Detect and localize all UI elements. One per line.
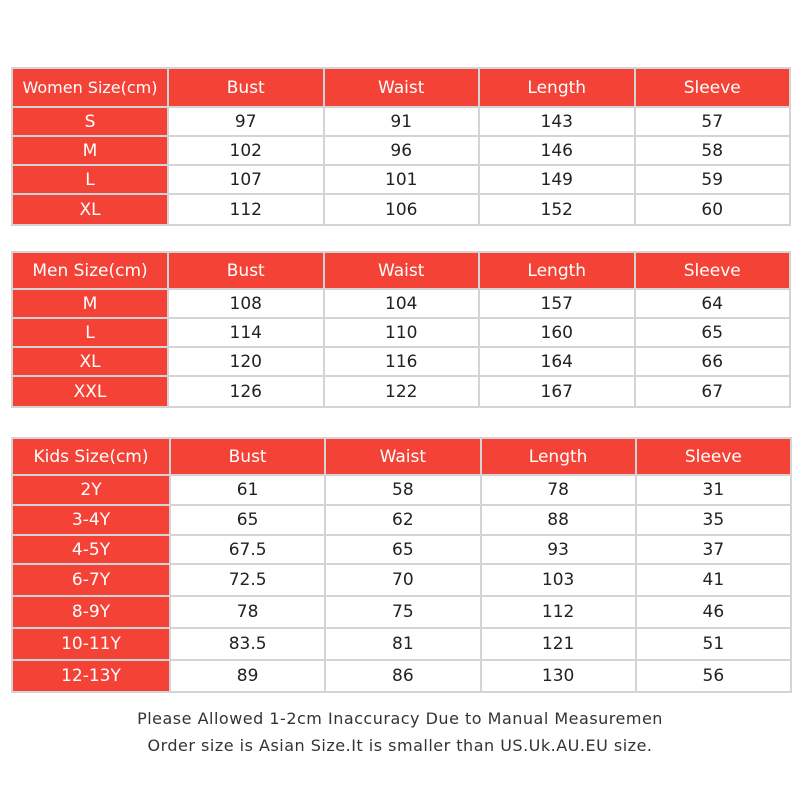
- table-cell: 101: [324, 165, 480, 194]
- table-cell: 37: [636, 535, 791, 564]
- table-cell: 41: [636, 564, 791, 596]
- column-header: Sleeve: [635, 252, 791, 289]
- table-row: [12, 596, 791, 628]
- table-row: [12, 505, 791, 535]
- table-cell: 106: [324, 194, 480, 225]
- table-cell: 81: [325, 628, 480, 660]
- table-cell: 70: [325, 564, 480, 596]
- women-size-table: [11, 67, 791, 226]
- size-label: 2Y: [12, 475, 170, 505]
- table-cell: 62: [325, 505, 480, 535]
- table-cell: 107: [168, 165, 324, 194]
- table-title: Women Size(cm): [12, 68, 168, 107]
- size-label: 3-4Y: [12, 505, 170, 535]
- table-cell: 58: [635, 136, 791, 165]
- table-cell: 112: [168, 194, 324, 225]
- size-label: L: [12, 318, 168, 347]
- size-label: 12-13Y: [12, 660, 170, 692]
- table-cell: 103: [481, 564, 636, 596]
- table-cell: 116: [324, 347, 480, 376]
- table-header-row: [12, 252, 790, 289]
- table-cell: 121: [481, 628, 636, 660]
- table-cell: 146: [479, 136, 635, 165]
- table-cell: 152: [479, 194, 635, 225]
- table-cell: 66: [635, 347, 791, 376]
- table-cell: 120: [168, 347, 324, 376]
- table-row: [12, 136, 790, 165]
- column-header: Waist: [324, 252, 480, 289]
- kids-size-table: [11, 437, 792, 693]
- size-label: 6-7Y: [12, 564, 170, 596]
- table-cell: 91: [324, 107, 480, 136]
- asian-size-note: Order size is Asian Size.It is smaller than US.Uk.AU.EU size.: [147, 736, 653, 755]
- table-title: Kids Size(cm): [12, 438, 170, 475]
- column-header: Bust: [168, 68, 324, 107]
- table-cell: 65: [635, 318, 791, 347]
- size-label: 10-11Y: [12, 628, 170, 660]
- table-row: [12, 318, 790, 347]
- table-cell: 126: [168, 376, 324, 407]
- table-cell: 149: [479, 165, 635, 194]
- table-row: [12, 289, 790, 318]
- table-cell: 104: [324, 289, 480, 318]
- table-cell: 167: [479, 376, 635, 407]
- table-cell: 35: [636, 505, 791, 535]
- table-cell: 67.5: [170, 535, 325, 564]
- table-cell: 57: [635, 107, 791, 136]
- size-label: XL: [12, 194, 168, 225]
- men-size-table: [11, 251, 791, 408]
- table-header-row: [12, 438, 791, 475]
- table-cell: 75: [325, 596, 480, 628]
- table-cell: 58: [325, 475, 480, 505]
- table-cell: 83.5: [170, 628, 325, 660]
- column-header: Waist: [325, 438, 480, 475]
- table-cell: 130: [481, 660, 636, 692]
- table-cell: 143: [479, 107, 635, 136]
- table-cell: 157: [479, 289, 635, 318]
- table-row: [12, 564, 791, 596]
- size-label: XXL: [12, 376, 168, 407]
- table-row: [12, 660, 791, 692]
- size-label: M: [12, 289, 168, 318]
- table-cell: 164: [479, 347, 635, 376]
- column-header: Bust: [170, 438, 325, 475]
- column-header: Length: [479, 252, 635, 289]
- table-row: [12, 194, 790, 225]
- table-cell: 64: [635, 289, 791, 318]
- table-cell: 108: [168, 289, 324, 318]
- table-row: [12, 347, 790, 376]
- table-cell: 88: [481, 505, 636, 535]
- size-label: XL: [12, 347, 168, 376]
- size-label: 8-9Y: [12, 596, 170, 628]
- size-label: L: [12, 165, 168, 194]
- table-cell: 110: [324, 318, 480, 347]
- size-label: 4-5Y: [12, 535, 170, 564]
- table-cell: 89: [170, 660, 325, 692]
- column-header: Length: [481, 438, 636, 475]
- table-cell: 67: [635, 376, 791, 407]
- table-title: Men Size(cm): [12, 252, 168, 289]
- table-header-row: [12, 68, 790, 107]
- table-cell: 60: [635, 194, 791, 225]
- column-header: Sleeve: [636, 438, 791, 475]
- table-cell: 102: [168, 136, 324, 165]
- table-cell: 78: [481, 475, 636, 505]
- table-cell: 31: [636, 475, 791, 505]
- column-header: Sleeve: [635, 68, 791, 107]
- table-cell: 61: [170, 475, 325, 505]
- table-cell: 160: [479, 318, 635, 347]
- column-header: Waist: [324, 68, 480, 107]
- column-header: Bust: [168, 252, 324, 289]
- table-row: [12, 376, 790, 407]
- table-cell: 96: [324, 136, 480, 165]
- size-label: S: [12, 107, 168, 136]
- table-row: [12, 535, 791, 564]
- table-row: [12, 165, 790, 194]
- table-cell: 46: [636, 596, 791, 628]
- table-cell: 51: [636, 628, 791, 660]
- table-cell: 122: [324, 376, 480, 407]
- table-cell: 65: [325, 535, 480, 564]
- table-row: [12, 628, 791, 660]
- table-cell: 97: [168, 107, 324, 136]
- table-row: [12, 475, 791, 505]
- table-cell: 59: [635, 165, 791, 194]
- table-cell: 93: [481, 535, 636, 564]
- table-row: [12, 107, 790, 136]
- table-cell: 56: [636, 660, 791, 692]
- table-cell: 78: [170, 596, 325, 628]
- table-cell: 86: [325, 660, 480, 692]
- table-cell: 65: [170, 505, 325, 535]
- size-label: M: [12, 136, 168, 165]
- table-cell: 72.5: [170, 564, 325, 596]
- column-header: Length: [479, 68, 635, 107]
- table-cell: 112: [481, 596, 636, 628]
- accuracy-note: Please Allowed 1-2cm Inaccuracy Due to Manual Measuremen: [137, 709, 663, 728]
- table-cell: 114: [168, 318, 324, 347]
